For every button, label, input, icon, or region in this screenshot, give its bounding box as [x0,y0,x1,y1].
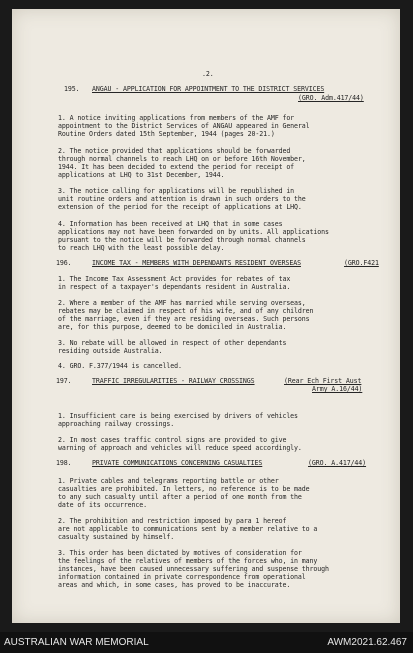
document-page [12,9,400,623]
s195-p4-l2: applications may not have been forwarded on by units. All applications [58,228,329,236]
s198-p2-l2: are not applicable to communications sent by a member relative to a [58,525,318,533]
s197-p2-l1: 2. In most cases traffic control signs are provided to give [58,436,287,444]
section-198-reference: (GRO. A.417/44) [308,459,367,467]
s198-p1-l1: 1. Private cables and telegrams reporting battle or other [58,477,279,485]
s198-p3-l4: information contained in private correspondence from operational [58,573,306,581]
section-198-number: 198. [56,459,72,467]
s195-p2-l4: applications at LHQ to 31st December, 1944. [58,171,225,179]
section-195-heading: ANGAU - APPLICATION FOR APPOINTMENT TO THE DISTRICT SERVICES [92,85,325,93]
s196-p2-l4: are, for this purpose, deemed to be domiciled in Australia. [58,323,287,331]
section-196-heading: INCOME TAX - MEMBERS WITH DEPENDANTS RESIDENT OVERSEAS [92,259,301,267]
s195-p2-l3: 1944. It has been decided to extend the period for receipt of [58,163,295,171]
s196-p4-l1: 4. GRO. F.377/1944 is cancelled. [58,362,182,370]
archive-reference: AWM2021.62.467 [327,637,407,648]
archive-footer-bar [0,632,413,653]
section-197-reference: (Rear Ech First Aust [284,377,362,385]
s196-p3-l1: 3. No rebate will be allowed in respect of other dependants [58,339,287,347]
s197-p1-l1: 1. Insufficient care is being exercised by drivers of vehicles [58,412,298,420]
s195-p3-l2: unit routine orders and attention is drawn in such orders to the [58,195,306,203]
s195-p1-l2: appointment to the District Services of ANGAU appeared in General [58,122,310,130]
s198-p1-l2: casualties are prohibited. In letters, no reference is to be made [58,485,310,493]
s195-p1-l1: 1. A notice inviting applications from members of the AMF for [58,114,295,122]
s195-p2-l2: through normal channels to reach LHQ on or before 16th November, [58,155,306,163]
s198-p2-l1: 2. The prohibition and restriction imposed by para 1 hereof [58,517,287,525]
s198-p3-l2: the feelings of the relatives of members of the forces who, in many [58,557,318,565]
s198-p3-l3: instances, have been caused unnecessary suffering and suspense through [58,565,329,573]
s195-p4-l1: 4. Information has been received at LHQ that in some cases [58,220,283,228]
s198-p3-l1: 3. This order has been dictated by motives of consideration for [58,549,302,557]
section-195-reference: (GRO. Adm.417/44) [298,94,364,102]
s195-p2-l1: 2. The notice provided that applications should be forwarded [58,147,291,155]
s195-p4-l3: pursuant to the notice will be forwarded through normal channels [58,236,306,244]
section-197-reference-line2: Army A.16/44) [312,385,363,393]
archive-name: AUSTRALIAN WAR MEMORIAL [4,637,149,648]
s196-p3-l2: residing outside Australia. [58,347,163,355]
section-196-reference: (GRO.F421 [344,259,379,267]
s195-p3-l1: 3. The notice calling for applications will be republished in [58,187,295,195]
s198-p1-l3: to any such casualty until after a period of one month from the [58,493,302,501]
section-197-number: 197. [56,377,72,385]
section-195-number: 195. [64,85,80,93]
s197-p1-l2: approaching railway crossings. [58,420,175,428]
section-196-number: 196. [56,259,72,267]
s195-p4-l4: to reach LHQ with the least possible delay. [58,244,225,252]
s198-p3-l5: areas and which, in some cases, has proved to be inaccurate. [58,581,291,589]
s197-p2-l2: warning of approach and vehicles will reduce speed accordingly. [58,444,302,452]
s196-p2-l3: of the marriage, even if they are residing overseas. Such persons [58,315,310,323]
s196-p1-l2: in respect of a taxpayer's dependants resident in Australia. [58,283,291,291]
s195-p1-l3: Routine Orders dated 15th September, 1944 (pages 20-21.) [58,130,275,138]
section-197-heading: TRAFFIC IRREGULARITIES - RAILWAY CROSSINGS [92,377,255,385]
s198-p2-l3: casualty sustained by himself. [58,533,175,541]
s196-p1-l1: 1. The Income Tax Assessment Act provides for rebates of tax [58,275,291,283]
section-198-heading: PRIVATE COMMUNICATIONS CONCERNING CASUALTIES [92,459,263,467]
page-number: .2. [202,70,214,78]
s196-p2-l1: 2. Where a member of the AMF has married while serving overseas, [58,299,306,307]
s196-p2-l2: rebates may be claimed in respect of his wife, and of any children [58,307,314,315]
s198-p1-l4: date of its occurrence. [58,501,148,509]
s195-p3-l3: extension of the period for the receipt of applications at LHQ. [58,203,302,211]
